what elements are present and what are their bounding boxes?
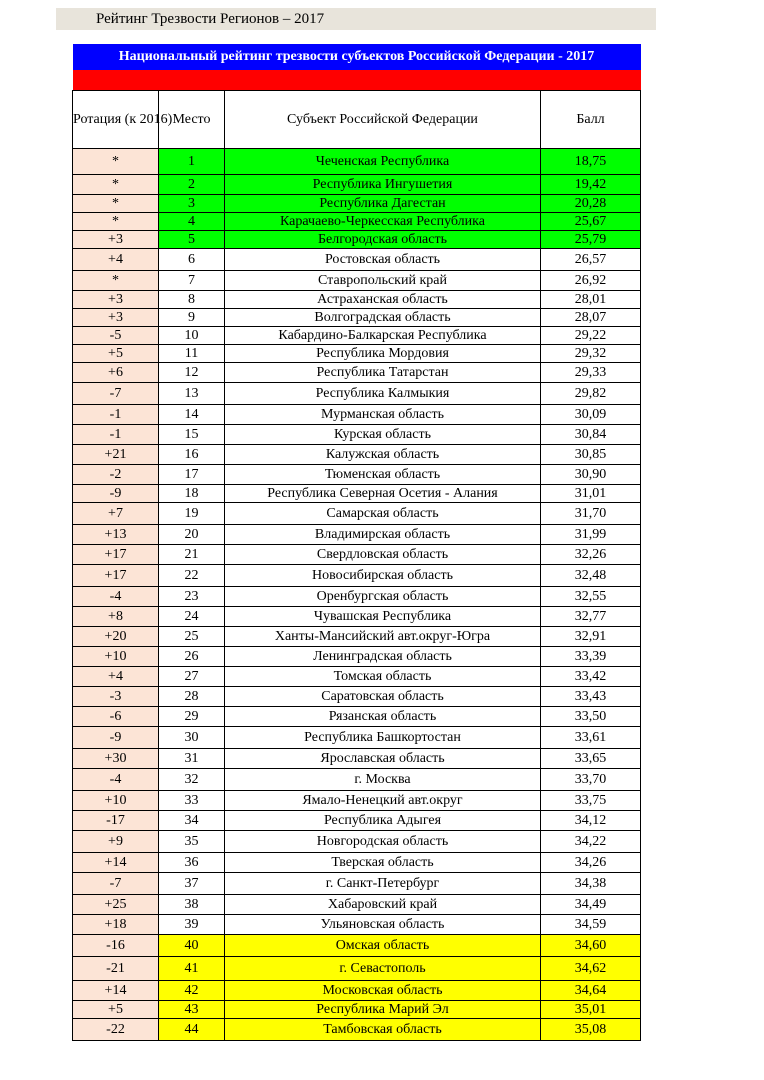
score-cell: 29,82 [541,383,641,405]
table-row [73,831,641,853]
banner-top-stripe [73,30,641,44]
rotation-cell: +3 [73,231,159,249]
place-cell: 30 [159,727,225,749]
table-row [73,627,641,647]
score-cell: 33,65 [541,749,641,769]
subject-cell: Астраханская область [225,291,541,309]
rotation-cell: -2 [73,465,159,485]
place-cell: 4 [159,213,225,231]
place-cell: 5 [159,231,225,249]
table-row [73,749,641,769]
subject-cell: Ямало-Ненецкий авт.округ [225,791,541,811]
rotation-cell: +4 [73,667,159,687]
table-row [73,687,641,707]
rotation-cell: +20 [73,627,159,647]
place-cell: 32 [159,769,225,791]
score-cell: 35,08 [541,1019,641,1041]
rotation-cell: * [73,149,159,175]
banner-row [73,44,641,70]
place-cell: 18 [159,485,225,503]
score-cell: 26,92 [541,271,641,291]
table-row [73,647,641,667]
score-cell: 33,75 [541,791,641,811]
table-row [73,445,641,465]
table-row [73,769,641,791]
header-rotation: Ротация (к 2016) [73,91,159,149]
score-cell: 34,62 [541,957,641,981]
column-header-row [73,91,641,149]
place-cell: 7 [159,271,225,291]
subject-cell: Свердловская область [225,545,541,565]
subject-cell: Рязанская область [225,707,541,727]
table-row [73,309,641,327]
table-row [73,957,641,981]
place-cell: 26 [159,647,225,667]
score-cell: 28,07 [541,309,641,327]
rotation-cell: -9 [73,727,159,749]
subject-cell: Ханты-Мансийский авт.округ-Югра [225,627,541,647]
table-row [73,149,641,175]
rotation-cell: -22 [73,1019,159,1041]
table-row [73,503,641,525]
table-row [73,405,641,425]
rotation-cell: +5 [73,1001,159,1019]
score-cell: 30,09 [541,405,641,425]
score-cell: 33,42 [541,667,641,687]
rotation-cell: * [73,175,159,195]
table-row [73,231,641,249]
place-cell: 40 [159,935,225,957]
rotation-cell: +17 [73,565,159,587]
table-row [73,587,641,607]
rotation-cell: +10 [73,791,159,811]
score-cell: 30,84 [541,425,641,445]
place-cell: 34 [159,811,225,831]
place-cell: 38 [159,895,225,915]
score-cell: 20,28 [541,195,641,213]
subject-cell: Республика Северная Осетия - Алания [225,485,541,503]
score-cell: 32,77 [541,607,641,627]
rotation-cell: -3 [73,687,159,707]
rotation-cell: -16 [73,935,159,957]
subject-cell: Ленинградская область [225,647,541,667]
rotation-cell: +25 [73,895,159,915]
table-row [73,607,641,627]
subject-cell: Республика Ингушетия [225,175,541,195]
table-row [73,565,641,587]
score-cell: 34,49 [541,895,641,915]
place-cell: 13 [159,383,225,405]
place-cell: 27 [159,667,225,687]
rotation-cell: * [73,195,159,213]
table-row [73,291,641,309]
subject-cell: Тверская область [225,853,541,873]
subject-cell: Чувашская Республика [225,607,541,627]
table-row [73,727,641,749]
place-cell: 9 [159,309,225,327]
rotation-cell: +6 [73,363,159,383]
table-row [73,935,641,957]
subject-cell: Республика Татарстан [225,363,541,383]
place-cell: 6 [159,249,225,271]
score-cell: 32,55 [541,587,641,607]
rotation-cell: +17 [73,545,159,565]
rotation-cell: +8 [73,607,159,627]
table-row [73,853,641,873]
rotation-cell: +10 [73,647,159,667]
table-row [73,873,641,895]
subject-cell: Карачаево-Черкесская Республика [225,213,541,231]
rotation-cell: -7 [73,383,159,405]
place-cell: 28 [159,687,225,707]
rotation-cell: -4 [73,769,159,791]
table-row [73,915,641,935]
subject-cell: Хабаровский край [225,895,541,915]
score-cell: 30,85 [541,445,641,465]
place-cell: 3 [159,195,225,213]
table-row [73,327,641,345]
score-cell: 34,22 [541,831,641,853]
document-title: Рейтинг Трезвости Регионов – 2017 [96,11,325,27]
score-cell: 33,43 [541,687,641,707]
rotation-cell: -1 [73,405,159,425]
rotation-cell: -9 [73,485,159,503]
score-cell: 33,39 [541,647,641,667]
subject-cell: Мурманская область [225,405,541,425]
place-cell: 31 [159,749,225,769]
score-cell: 34,64 [541,981,641,1001]
subject-cell: Московская область [225,981,541,1001]
score-cell: 32,26 [541,545,641,565]
table-banner-title: Национальный рейтинг трезвости субъектов Российской Федерации - 2017 [73,44,641,70]
table-row [73,249,641,271]
place-cell: 21 [159,545,225,565]
place-cell: 36 [159,853,225,873]
score-cell: 34,12 [541,811,641,831]
header-subject: Субъект Российской Федерации [225,91,541,149]
subject-cell: Ярославская область [225,749,541,769]
score-cell: 18,75 [541,149,641,175]
score-cell: 30,90 [541,465,641,485]
rotation-cell: * [73,213,159,231]
subject-cell: Калужская область [225,445,541,465]
subject-cell: Республика Дагестан [225,195,541,213]
subject-cell: Чеченская Республика [225,149,541,175]
place-cell: 14 [159,405,225,425]
subject-cell: Республика Калмыкия [225,383,541,405]
subject-cell: г. Москва [225,769,541,791]
rotation-cell: +3 [73,291,159,309]
table-row [73,1001,641,1019]
rotation-cell: -21 [73,957,159,981]
table-row [73,811,641,831]
place-cell: 33 [159,791,225,811]
place-cell: 2 [159,175,225,195]
place-cell: 35 [159,831,225,853]
score-cell: 34,26 [541,853,641,873]
score-cell: 35,01 [541,1001,641,1019]
score-cell: 31,70 [541,503,641,525]
table-row [73,895,641,915]
subject-cell: Новосибирская область [225,565,541,587]
table-row [73,383,641,405]
table-row [73,175,641,195]
rotation-cell: +3 [73,309,159,327]
place-cell: 23 [159,587,225,607]
place-cell: 10 [159,327,225,345]
place-cell: 42 [159,981,225,1001]
score-cell: 34,38 [541,873,641,895]
place-cell: 20 [159,525,225,545]
rotation-cell: +4 [73,249,159,271]
score-cell: 26,57 [541,249,641,271]
place-cell: 37 [159,873,225,895]
rotation-cell: -5 [73,327,159,345]
score-cell: 33,70 [541,769,641,791]
score-cell: 29,33 [541,363,641,383]
rotation-cell: +30 [73,749,159,769]
table-row [73,667,641,687]
score-cell: 31,99 [541,525,641,545]
score-cell: 19,42 [541,175,641,195]
place-cell: 25 [159,627,225,647]
rotation-cell: -17 [73,811,159,831]
place-cell: 19 [159,503,225,525]
subject-cell: Волгоградская область [225,309,541,327]
score-cell: 25,67 [541,213,641,231]
table-row [73,465,641,485]
rotation-cell: -6 [73,707,159,727]
place-cell: 12 [159,363,225,383]
table-row [73,425,641,445]
rating-table [72,30,641,1041]
rotation-cell: +14 [73,853,159,873]
score-cell: 28,01 [541,291,641,309]
subject-cell: Самарская область [225,503,541,525]
subject-cell: Владимирская область [225,525,541,545]
banner-bottom-stripe [73,70,641,91]
rotation-cell: +9 [73,831,159,853]
table-row [73,981,641,1001]
table-row [73,791,641,811]
rotation-cell: +5 [73,345,159,363]
table-row [73,525,641,545]
subject-cell: Новгородская область [225,831,541,853]
rotation-cell: +13 [73,525,159,545]
place-cell: 16 [159,445,225,465]
table-row [73,345,641,363]
place-cell: 41 [159,957,225,981]
place-cell: 44 [159,1019,225,1041]
rotation-cell: -7 [73,873,159,895]
score-cell: 31,01 [541,485,641,503]
rotation-cell: +14 [73,981,159,1001]
rotation-cell: +7 [73,503,159,525]
header-place: Место [159,91,225,149]
subject-cell: Тамбовская область [225,1019,541,1041]
subject-cell: Оренбургская область [225,587,541,607]
score-cell: 33,61 [541,727,641,749]
subject-cell: Ставропольский край [225,271,541,291]
table-row [73,485,641,503]
place-cell: 17 [159,465,225,485]
score-cell: 32,91 [541,627,641,647]
subject-cell: Саратовская область [225,687,541,707]
subject-cell: Томская область [225,667,541,687]
table-row [73,213,641,231]
subject-cell: Курская область [225,425,541,445]
subject-cell: Ростовская область [225,249,541,271]
subject-cell: Республика Башкортостан [225,727,541,749]
table-row [73,363,641,383]
rotation-cell: +21 [73,445,159,465]
place-cell: 8 [159,291,225,309]
rotation-cell: * [73,271,159,291]
place-cell: 39 [159,915,225,935]
subject-cell: Тюменская область [225,465,541,485]
place-cell: 22 [159,565,225,587]
place-cell: 11 [159,345,225,363]
place-cell: 1 [159,149,225,175]
subject-cell: Кабардино-Балкарская Республика [225,327,541,345]
header-score: Балл [541,91,641,149]
subject-cell: Ульяновская область [225,915,541,935]
table-row [73,271,641,291]
table-row [73,545,641,565]
rotation-cell: -4 [73,587,159,607]
subject-cell: Белгородская область [225,231,541,249]
score-cell: 34,60 [541,935,641,957]
score-cell: 29,32 [541,345,641,363]
document-header [56,8,656,30]
subject-cell: Республика Адыгея [225,811,541,831]
table-row [73,707,641,727]
subject-cell: г. Санкт-Петербург [225,873,541,895]
place-cell: 24 [159,607,225,627]
rotation-cell: +18 [73,915,159,935]
rotation-cell: -1 [73,425,159,445]
place-cell: 15 [159,425,225,445]
score-cell: 33,50 [541,707,641,727]
table-row [73,195,641,213]
subject-cell: Омская область [225,935,541,957]
subject-cell: г. Севастополь [225,957,541,981]
score-cell: 32,48 [541,565,641,587]
place-cell: 43 [159,1001,225,1019]
place-cell: 29 [159,707,225,727]
table-row [73,1019,641,1041]
score-cell: 29,22 [541,327,641,345]
score-cell: 25,79 [541,231,641,249]
subject-cell: Республика Мордовия [225,345,541,363]
score-cell: 34,59 [541,915,641,935]
subject-cell: Республика Марий Эл [225,1001,541,1019]
